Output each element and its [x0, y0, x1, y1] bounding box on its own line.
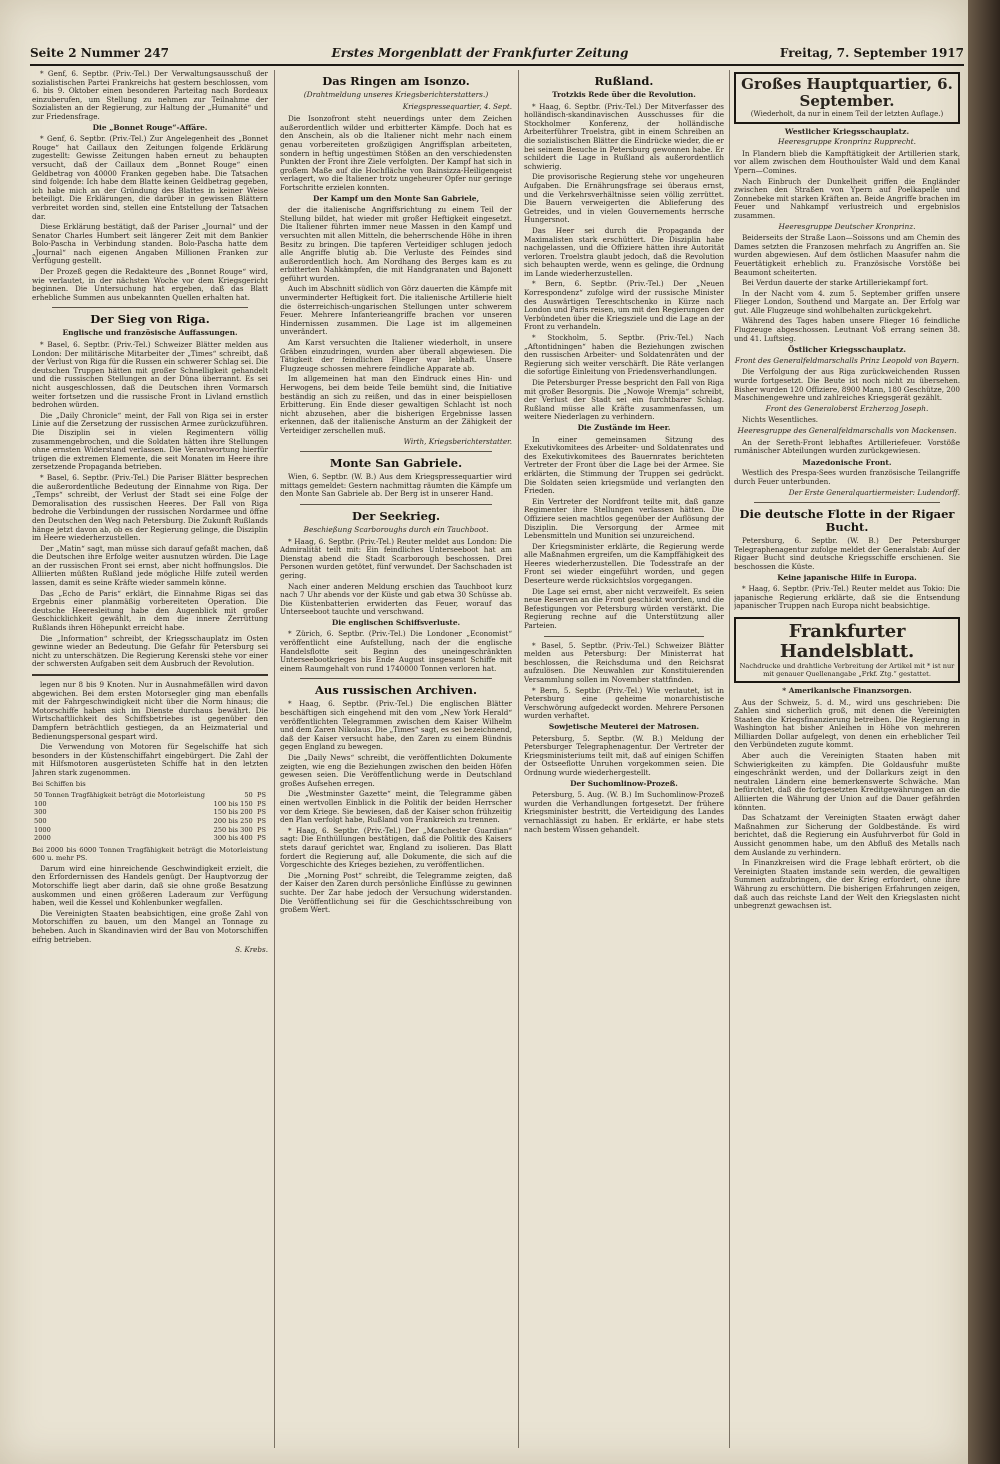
column-4 [734, 70, 960, 1450]
table-cell: 1000 [34, 825, 51, 834]
article-paragraph: der die italienische Angriffsrichtung zu einem Teil der Stellung bildet, hat wieder mit großer Heftigkeit eingesetzt. Die Italiener führten immer neue Massen in den Kampf und versuchten mit allen Mitteln, die beherrschende Höhe in ihren Besitz zu bringen. Die tapferen Verteidiger schlugen jedoch alle Angriffe blutig ab. Die Verluste des Feindes sind außerordentlich hoch. Am Nordhang des Berges kam es zu erbitterten Nahkämpfen, die mit Handgranaten und Bajonett geführt wurden. [280, 205, 512, 283]
table-cell: 100 bis 150 [213, 799, 253, 808]
subheading: Front des Generaloberst Erzherzog Joseph. [765, 403, 929, 413]
article-paragraph: Nach einer anderen Meldung erschien das Tauchboot kurz nach 7 Uhr abends vor der Küste und gab etwa 30 Schüsse ab. Die Küstenbatterien erwiderten das Feuer, worauf das Unterseeboot tauchte und verschwand. [280, 581, 512, 617]
article-paragraph: In der Nacht vom 4. zum 5. September griffen unsere Flieger London, Southend und Margate an. Der Erfolg war gut. Alle Flugzeuge sind wohlbehalten zurückgekehrt. [734, 288, 960, 315]
section-heading: Mazedonische Front. [802, 457, 892, 467]
article-paragraph: Beiderseits der Straße Laon—Soissons und am Chemin des Dames setzten die Franzosen mehrfach zu Angriffen an. Sie wurden abgewiesen. Auf dem östlichen Maasufer nahm die Feuertätigkeit erheblich zu. Französische Vorstöße bei Beaumont scheiterten. [734, 233, 960, 277]
motor-table [32, 791, 268, 843]
column-2 [280, 70, 512, 1450]
separator [52, 307, 248, 308]
issue-date: Freitag, 7. September 1917 [779, 46, 964, 60]
table-cell: PS [257, 825, 266, 834]
table-cell: 150 bis 200 [213, 808, 253, 817]
dateline: Kriegspressequartier, 4. Sept. [402, 101, 512, 111]
article-paragraph: * Haag, 6. Septbr. (Priv.-Tel.) Die englischen Blätter beschäftigen sich eingehend mit den vom „New York Herald“ veröffentlichten Telegrammen zwischen dem Kaiser Wilhelm und dem Zaren Nikolaus. Die „Times“ sagt, es sei bezeichnend, daß der Kaiser versucht habe, den Zaren zu einem Bündnis gegen England zu bewegen. [280, 699, 512, 752]
article-paragraph: Der „Matin“ sagt, man müsse sich darauf gefaßt machen, daß die Deutschen ihre Erfolge weiter ausnutzen würden. Die Lage an der russischen Front sei ernst, aber nicht hoffnungslos. Die Alliierten müßten Rußland jede mögliche Hilfe zuteil werden lassen, damit es seine Kräfte wieder sammeln könne. [32, 543, 268, 588]
headline-flotte: Die deutsche Flotte in der Rigaer Bucht. [739, 507, 955, 535]
headline-seekrieg: Der Seekrieg. [351, 508, 441, 523]
headline-gabriele: Monte San Gabriele. [329, 456, 463, 471]
article-paragraph: Der Kriegsminister erklärte, die Regierung werde alle Maßnahmen ergreifen, um die Kampffähigkeit des Heeres wiederherzustellen. Die Todesstrafe an der Front sei wieder eingeführt worden, und gegen Deserteure werde rücksichtslos vorgegangen. [524, 541, 724, 586]
separator [300, 451, 492, 452]
separator [300, 678, 492, 679]
separator [544, 636, 704, 637]
section-heading: Westlicher Kriegsschauplatz. [784, 126, 910, 136]
subheading: Keine japanische Hilfe in Europa. [777, 572, 917, 582]
article-paragraph: Die provisorische Regierung stehe vor ungeheuren Aufgaben. Die Ernährungsfrage sei überaus ernst, und die Verkehrsverhältnisse seien völlig zerrüttet. Die Bauern verweigerten die Ablieferung des Getreides, und in vielen Gouvernements herrsche Hungersnot. [524, 172, 724, 225]
article-paragraph: Am Karst versuchten die Italiener wiederholt, in unsere Gräben einzudringen, wurden aber überall abgewiesen. Die Tätigkeit der feindlichen Flieger war lebhaft. Unsere Flugzeuge schossen mehrere feindliche Apparate ab. [280, 338, 512, 373]
subheading: Heeresgruppe Kronprinz Rupprecht. [778, 137, 916, 147]
article-paragraph: Der Prozeß gegen die Redakteure des „Bonnet Rouge“ wird, wie verlautet, in der nächsten Woche vor dem Kriegsgericht beginnen. Die Untersuchung hat ergeben, daß das Blatt erhebliche Summen aus unbekannten Quellen erhalten hat. [32, 267, 268, 302]
table-cell: PS [257, 791, 266, 800]
article-paragraph: * Zürich, 6. Septbr. (Priv.-Tel.) Die Londoner „Economist“ veröffentlicht eine Aufstellung, nach der die englische Handelsflotte seit Beginn des uneingeschränkten Unterseebootkrieges bis Ende August insgesamt Schiffe mit einem Raumgehalt von rund 1740000 Tonnen verloren hat. [280, 629, 512, 673]
article-paragraph: Während des Tages haben unsere Flieger 16 feindliche Flugzeuge abgeschossen. Leutnant Voß errang seinen 38. und 41. Luftsieg. [734, 316, 960, 343]
article-paragraph: Im allgemeinen hat man den Eindruck eines Hin- und Herwogens, bei dem beide Teile bemüht sind, die Initiative beständig an sich zu reißen, und das in einer beispiellosen Erbitterung. Ein Ende dieser gewaltigen Schlacht ist noch nicht abzusehen, aber die bisherigen Ergebnisse lassen erkennen, daß der italienische Ansturm an der Zähigkeit der Verteidiger zerschellen muß. [280, 374, 512, 435]
table-cell: 2000 [34, 834, 51, 843]
handelsblatt-note: Nachdrucke und drahtliche Verbreitung der Artikel mit * ist nur mit genauer Quellenangabe „Frkf. Ztg.“ gestattet. [739, 661, 955, 678]
headline-russland: Rußland. [594, 74, 654, 88]
section-heading: Östlicher Kriegsschauplatz. [787, 345, 907, 355]
article-paragraph: Die Isonzofront steht neuerdings unter dem Zeichen außerordentlich wilder und erbitterter Kämpfe. Doch hat es den Anschein, als ob die Italiener nicht mehr nach einem genau vorbereiteten großzügigen Angriffsplan arbeiteten, sondern in heftig ungestümen Stößen an den verschiedensten Punkten der Front ihre Ziele verfolgten. Der Kampf hat sich in großem Maße auf die Hochfläche von Bainsizza-Heiligengeist verlagert, wo die Italiener trotz ungeheurer Opfer nur geringe Fortschritte erzielen konnten. [280, 114, 512, 192]
article-paragraph: Das Schatzamt der Vereinigten Staaten erwägt daher Maßnahmen zur Sicherung der Goldbestände. Es wird berichtet, daß die Regierung ein Ausfuhrverbot für Gold in Aussicht genommen habe, um den Abfluß des Metalls nach dem Auslande zu verhindern. [734, 813, 960, 857]
table-cell: 200 bis 250 [213, 816, 253, 825]
table-cell: 50 Tonnen Tragfähigkeit beträgt die Motorleistung [34, 791, 205, 800]
newspaper-title: Erstes Morgenblatt der Frankfurter Zeitung [331, 46, 629, 60]
article-paragraph: Das „Echo de Paris“ erklärt, die Einnahme Rigas sei das Ergebnis einer planmäßig vorbereiteten Operation. Die deutsche Heeresleitung habe den Augenblick mit großer Geschicklichkeit gewählt, in dem die innere Zerrüttung Rußlands ihren Höhepunkt erreicht habe. [32, 588, 268, 633]
headline-isonzo: Das Ringen am Isonzo. [322, 74, 470, 88]
article-paragraph: Nichts Wesentliches. [742, 415, 819, 425]
table-cell: 300 [34, 808, 47, 817]
article-paragraph: Nach Einbruch der Dunkelheit griffen die Engländer zwischen den Straßen von Ypern auf Poelkapelle und Zonnebeke mit starken Kräften an. Beide Angriffe brachen im Feuer und Nahkampf verlustreich und ergebnislos zusammen. [734, 176, 960, 220]
article-paragraph: In Flandern blieb die Kampftätigkeit der Artillerien stark, vor allem zwischen dem Houthoulster Wald und dem Kanal Ypern—Comines. [734, 148, 960, 175]
separator [754, 502, 940, 503]
article-paragraph: * Basel, 5. Septbr. (Priv.-Tel.) Schweizer Blätter melden aus Petersburg: Der Ministerrat hat beschlossen, die Reichsduma und den Reichsrat aufzulösen. Die Neuwahlen zur Konstituierenden Versammlung sollen im November stattfinden. [524, 640, 724, 684]
subheading: Front des Generalfeldmarschalls Prinz Leopold von Bayern. [734, 355, 960, 365]
article-paragraph: * Bern, 5. Septbr. (Priv.-Tel.) Wie verlautet, ist in Petersburg eine geheime monarchistische Verschwörung aufgedeckt worden. Mehrere Personen wurden verhaftet. [524, 685, 724, 721]
article-paragraph: * Stockholm, 5. Septbr. (Priv.-Tel.) Nach „Aftontidningen“ haben die Beziehungen zwischen den russischen Arbeiter- und Soldatenräten und der Regierung sich weiter verschärft. Die Räte verlangen die sofortige Einleitung von Friedensverhandlungen. [524, 333, 724, 377]
article-paragraph: Die „Information“ schreibt, der Kriegsschauplatz im Osten gewinne wieder an Bedeutung. Die Gefahr für Petersburg sei nicht zu unterschätzen. Die Regierung Kerenski stehe vor einer der schwersten Aufgaben seit dem Ausbruch der Revolution. [32, 633, 268, 669]
article-paragraph: Bei Verdun dauerte der starke Artilleriekampf fort. [742, 278, 929, 288]
article-paragraph: Die „Morning Post“ schreibt, die Telegramme zeigten, daß der Kaiser den Zaren durch persönliche Einflüsse zu gewinnen suchte. Der Zar habe jedoch der Versuchung widerstanden. Die Veröffentlichung sei für die Geschichtsschreibung von großem Wert. [280, 870, 512, 915]
subheading: * Amerikanische Finanzsorgen. [782, 685, 912, 695]
article-paragraph: Die Verfolgung der aus Riga zurückweichenden Russen wurde fortgesetzt. Die Beute ist noch nicht zu übersehen. Bisher wurden 120 Offiziere, 8900 Mann, 180 Geschütze, 200 Maschinengewehre und zahlreiches Kriegsgerät gezählt. [734, 367, 960, 403]
column-divider [729, 70, 730, 1448]
article-paragraph: Petersburg, 6. Septbr. (W. B.) Der Petersburger Telegraphenagentur zufolge meldet der Generalstab: Auf der Rigaer Bucht sind deutsche Kriegsschiffe erschienen. Sie beschossen die Küste. [734, 536, 960, 571]
hq-report-title: Großes Hauptquartier, 6. September. [741, 75, 953, 110]
article-paragraph: Die „Westminster Gazette“ meint, die Telegramme gäben einen wertvollen Einblick in die Politik der beiden Herrscher vor dem Kriege. Sie bewiesen, daß der Kaiser schon frühzeitig den Plan verfolgt habe, Rußland von Frankreich zu trennen. [280, 789, 512, 825]
article-paragraph: * Haag, 6. Septbr. (Priv.-Tel.) Der „Manchester Guardian“ sagt: Die Enthüllungen bestätigen, daß die Politik des Kaisers stets darauf gerichtet war, England zu isolieren. Das Blatt fordert die Regierung auf, alle Dokumente, die sich auf die Vorgeschichte des Krieges beziehen, zu veröffentlichen. [280, 825, 512, 870]
table-row [32, 817, 268, 826]
table-cell: PS [257, 816, 266, 825]
headline-archiven: Aus russischen Archiven. [314, 683, 478, 698]
table-footnote: Bei 2000 bis 6000 Tonnen Tragfähigkeit beträgt die Motorleistung 600 u. mehr PS. [32, 845, 268, 863]
article-paragraph: In Finanzkreisen wird die Frage lebhaft erörtert, ob die Vereinigten Staaten imstande sein werden, die gewaltigen Summen aufzubringen, die der Krieg erfordert, ohne ihre Währung zu erschüttern. Die bisherigen Erfahrungen zeigen, daß auch das reichste Land der Welt den Kriegslasten nicht unbegrenzt gewachsen ist. [734, 858, 960, 911]
subheading: Die „Bonnet Rouge“-Affäre. [92, 122, 208, 132]
table-cell: PS [257, 808, 266, 817]
subheading: Trotzkis Rede über die Revolution. [552, 90, 696, 99]
article-paragraph: * Haag, 6. Septbr. (Priv.-Tel.) Reuter meldet aus Tokio: Die japanische Regierung erklärte, daß sie die Entsendung japanischer Truppen nach Europa nicht beabsichtige. [734, 584, 960, 611]
subheading: Der Suchomlinow-Prozeß. [570, 778, 678, 788]
author-signature: Der Erste Generalquartiermeister: Ludendorff. [788, 487, 960, 497]
table-row [32, 826, 268, 835]
article-paragraph: Diese Erklärung bestätigt, daß der Pariser „Journal“ und der Senator Charles Humbert seit längerer Zeit mit dem Bankier Bolo-Pascha in Verbindung standen. Bolo-Pascha hatte dem „Journal“ nach eigenen Angaben Millionen Franken zur Verfügung gestellt. [32, 222, 268, 266]
table-row [32, 800, 268, 809]
handelsblatt-box [734, 617, 960, 683]
subheading: Englische und französische Auffassungen. [62, 328, 238, 338]
table-cell: PS [257, 799, 266, 808]
article-paragraph: Die „Daily News“ schreibt, die veröffentlichten Dokumente zeigten, wie eng die Beziehungen zwischen den beiden Höfen gewesen seien. Die Veröffentlichung werde in Deutschland großes Aufsehen erregen. [280, 753, 512, 788]
article-paragraph: * Basel, 6. Septbr. (Priv.-Tel.) Schweizer Blätter melden aus London: Der militärische Mitarbeiter der „Times“ schreibt, daß der Verlust von Riga für die Russen ein schwerer Schlag sei. Die deutschen Truppen hätten mit großer Schnelligkeit gehandelt und die russischen Stellungen an der Düna überrannt. Es sei nicht ausgeschlossen, daß die Deutschen ihren Vormarsch weiter fortsetzen und die russische Front in Livland ernstlich bedrohen würden. [32, 340, 268, 410]
subheading: Sowjetische Meuterei der Matrosen. [548, 721, 700, 731]
table-row [32, 808, 268, 817]
table-cell: PS [257, 834, 266, 843]
article-paragraph: Aus der Schweiz, 5. d. M., wird uns geschrieben: Die Zahlen sind sicherlich groß, mit denen die Vereinigten Staaten die Kriegsfinanzierung betreiben. Die Regierung in Washington hat bisher Anleihen in Höhe von mehreren Milliarden Dollar aufgelegt, von denen ein erheblicher Teil den Verbündeten zugute kommt. [734, 697, 960, 750]
headline-riga: Der Sieg von Riga. [90, 312, 210, 327]
subheading: Beschießung Scarboroughs durch ein Tauchboot. [303, 524, 489, 534]
article-paragraph: * Haag, 6. Septbr. (Priv.-Tel.) Reuter meldet aus London: Die Admiralität teilt mit: Ein feindliches Unterseeboot hat am Dienstag abend die Stadt Scarborough beschossen. Drei Personen wurden getötet, fünf verwundet. Der Sachschaden ist gering. [280, 536, 512, 580]
article-paragraph: Petersburg, 5. Septbr. (W. B.) Meldung der Petersburger Telegraphenagentur. Der Vertreter der Kriegsministeriums teilt mit, daß auf einigen Schiffen der Ostseeflotte Unruhen vorgekommen seien. Die Ordnung wurde wiederhergestellt. [524, 733, 724, 777]
article-paragraph: * Genf, 6. Septbr. (Priv.-Tel.) Zur Angelegenheit des „Bonnet Rouge“ hat Caillaux den Zeitungen folgende Erklärung zugestellt: Gewisse Zeitungen haben erneut zu behaupten versucht, daß der Caillaux dem „Bonnet Rouge“ einen Geldbetrag von 40000 Franken gegeben habe. Die Tatsachen sind folgende: Ich habe dem Blatte keinen Geldbetrag gegeben, ich habe mich an der Gründung des Blattes in keiner Weise beteiligt. Die Erklärungen, die darüber in gewissen Blättern verbreitet worden sind, stellen eine Entstellung der Tatsachen dar. [32, 134, 268, 221]
article-paragraph: Die Lage sei ernst, aber nicht verzweifelt. Es seien neue Reserven an die Front geschickt worden, und die Befestigungen vor Petersburg würden verstärkt. Die Regierung rechne auf die Unterstützung aller Parteien. [524, 586, 724, 631]
subheading: Die englischen Schiffsverluste. [331, 617, 461, 627]
article-paragraph: Die Verwendung von Motoren für Segelschiffe hat sich besonders in der Küstenschiffahrt eingebürgert. Die Zahl der mit Hilfsmotoren ausgerüsteten Schiffe hat in den letzten Jahren stark zugenommen. [32, 742, 268, 777]
article-paragraph: Die „Daily Chronicle“ meint, der Fall von Riga sei in erster Linie auf die Zersetzung der russischen Armee zurückzuführen. Die Disziplin sei in vielen Regimentern völlig zusammengebrochen, und die Soldaten hätten ihre Stellungen ohne ernsten Widerstand verlassen. Die Verantwortung hierfür trügen die extremen Elemente, die seit Monaten im Heere ihre zersetzende Propaganda betrieben. [32, 410, 268, 472]
article-paragraph: Wien, 6. Septbr. (W. B.) Aus dem Kriegspressequartier wird mittags gemeldet: Gestern nachmittag räumten die Kämpfe um den Monte San Gabriele ab. Der Berg ist in unserer Hand. [280, 472, 512, 499]
article-paragraph: Die Petersburger Presse bespricht den Fall von Riga mit großer Besorgnis. Die „Nowoje Wremja“ schreibt, der Verlust der Stadt sei ein furchtbarer Schlag. Rußland müsse alle Kräfte zusammenfassen, um weitere Niederlagen zu verhindern. [524, 378, 724, 422]
table-title: Bei Schiffen bis [32, 779, 86, 788]
separator [300, 504, 492, 505]
author-signature: S. Krebs. [235, 945, 268, 955]
article-paragraph: Petersburg, 5. Aug. (W. B.) Im Suchomlinow-Prozeß wurden die Verhandlungen fortgesetzt. Der frühere Kriegsminister bestritt, die Verteidigung des Landes vernachlässigt zu haben. Er erklärte, er habe stets nach bestem Wissen gehandelt. [524, 790, 724, 834]
table-cell: 500 [34, 816, 47, 825]
column-divider [518, 70, 519, 1448]
hq-report-box [734, 72, 960, 124]
table-cell: 300 bis 400 [213, 834, 253, 843]
handelsblatt-title: Frankfurter Handelsblatt. [779, 620, 915, 662]
article-paragraph: Westlich des Prespa-Sees wurden französische Teilangriffe durch Feuer unterbunden. [734, 468, 960, 486]
hq-report-note: (Wiederholt, da nur in einem Teil der letzten Auflage.) [750, 110, 944, 118]
article-paragraph: Darum wird eine hinreichende Geschwindigkeit erzielt, die den Erfordernissen des Handels genügt. Der Hauptvorzug der Motorschiffe liegt aber darin, daß sie ohne große Besatzung auskommen und einen größeren Laderaum zur Verfügung haben, weil die Kessel und Kohlenbunker wegfallen. [32, 863, 268, 908]
article-paragraph: * Genf, 6. Septbr. (Priv.-Tel.) Der Verwaltungsausschuß der sozialistischen Partei Frankreichs hat gestern beschlossen, vom 6. bis 9. Oktober einen besonderen Parteitag nach Bordeaux einzuberufen, um Stellung zu nehmen zur Teilnahme der Sozialisten an der Regierung, zur Haltung der „Humanité“ und zur Friedensfrage. [32, 70, 268, 121]
table-cell: 250 bis 300 [213, 825, 253, 834]
article-paragraph: legen nur 8 bis 9 Knoten. Nur in Ausnahmefällen wird davon abgewichen. Bei dem ersten Motorsegler ging man ebenfalls mit der Fahrgeschwindigkeit nicht über die Norm hinaus; die Motorschiffe haben sich im Dienste durchaus bewährt. Die Wirtschaftlichkeit des Schiffsbetriebes ist gegenüber den Dampfern beträchtlich gestiegen, da an Heizmaterial und Bedienungspersonal gespart wird. [32, 680, 268, 741]
article-paragraph: Das Heer sei durch die Propaganda der Maximalisten stark erschüttert. Die Disziplin habe nachgelassen, und die Offiziere hätten ihre Autorität verloren. Troelstra glaubt jedoch, daß die Revolution sich behaupten werde, wenn es gelinge, die Ordnung im Lande wiederherzustellen. [524, 225, 724, 278]
article-paragraph: Ein Vertreter der Nordfront teilte mit, daß ganze Regimenter ihre Stellungen verlassen hätten. Die Offiziere seien machtlos gegenüber der Auflösung der Disziplin. Die Versorgung der Armee mit Lebensmitteln und Munition sei unzureichend. [524, 496, 724, 541]
table-cell: 100 [34, 799, 47, 808]
article-paragraph: * Bern, 6. Septbr. (Priv.-Tel.) Der „Neuen Korrespondenz“ zufolge wird der russische Minister des Auswärtigen Tereschtschenko in Kürze nach London und Paris reisen, um mit den Regierungen der Verbündeten über die Kriegsziele und die Lage an der Front zu verhandeln. [524, 279, 724, 332]
article-paragraph: * Basel, 6. Septbr. (Priv.-Tel.) Die Pariser Blätter besprechen die außerordentliche Bedeutung der Einnahme von Riga. Der „Temps“ schreibt, der Verlust der Stadt sei eine Folge der Demoralisation des russischen Heeres. Der Fall von Riga bedrohe die Verbindungen der russischen Nordarmee und öffne den Deutschen den Weg nach Petersburg. Die Zukunft Rußlands hänge jetzt davon ab, ob es der Regierung gelinge, die Disziplin im Heere wiederherzustellen. [32, 472, 268, 543]
article-paragraph: Auch im Abschnitt südlich von Görz dauerten die Kämpfe mit unverminderter Heftigkeit fort. Die italienische Artillerie hielt die österreichisch-ungarischen Stellungen unter schwerem Feuer. Mehrere Infanterieangriffe brachen vor unseren Hindernissen zusammen. Die Lage ist im allgemeinen unverändert. [280, 284, 512, 337]
separator [32, 674, 268, 676]
article-paragraph: Die Vereinigten Staaten beabsichtigen, eine große Zahl von Motorschiffen zu bauen, um den Mangel an Tonnage zu beheben. Auch in Skandinavien wird der Bau von Motorschiffen eifrig betrieben. [32, 908, 268, 944]
subheading: Die Zustände im Heer. [577, 422, 671, 432]
table-row [32, 834, 268, 843]
page-number: Seite 2 Nummer 247 [30, 46, 170, 60]
subheading: Heeresgruppe des Generalfeldmarschalls von Mackensen. [737, 426, 957, 435]
column-divider [274, 70, 275, 1448]
column-3 [524, 70, 724, 1450]
subheading: (Drahtmeldung unseres Kriegsberichterstatters.) [303, 90, 489, 99]
page-edge [968, 0, 1000, 1464]
masthead-rule [30, 64, 964, 66]
author-signature: Wirth, Kriegsberichterstatter. [403, 436, 512, 446]
article-paragraph: Aber auch die Vereinigten Staaten haben mit Schwierigkeiten zu kämpfen. Die Goldausfuhr mußte eingeschränkt werden, und der Dollarkurs zeigt in den neutralen Ländern eine bemerkenswerte Schwäche. Man befürchtet, daß die fortgesetzten Kreditgewährungen an die Alliierten die Währung der Union auf die Dauer gefährden könnten. [734, 751, 960, 812]
table-row [32, 791, 268, 800]
column-1 [32, 70, 268, 1450]
article-paragraph: In einer gemeinsamen Sitzung des Exekutivkomitees des Arbeiter- und Soldatenrates und des Exekutivkomitees des Bauernrates berichteten Vertreter der Front über die Lage bei der Armee. Sie erklärten, die Stimmung der Truppen sei gedrückt. Die Soldaten seien kriegsmüde und verlangten den Frieden. [524, 434, 724, 496]
masthead [30, 44, 964, 64]
article-paragraph: * Haag, 6. Septbr. (Priv.-Tel.) Der Mitverfasser des holländisch-skandinavischen Ausschusses für die Stockholmer Konferenz, der holländische Arbeiterführer Troelstra, gibt in einem Schreiben an die sozialistischen Blätter die Eindrücke wieder, die er bei seinem Besuche in Petersburg gewonnen habe. Er schildert die Lage in Rußland als außerordentlich schwierig. [524, 101, 724, 171]
table-cell: 50 [244, 791, 253, 800]
article-paragraph: An der Sereth-Front lebhaftes Artilleriefeuer. Vorstöße rumänischer Abteilungen wurden zurückgewiesen. [734, 437, 960, 456]
subheading: Heeresgruppe Deutscher Kronprinz. [778, 221, 916, 231]
subheading: Der Kampf um den Monte San Gabriele, [312, 193, 480, 203]
